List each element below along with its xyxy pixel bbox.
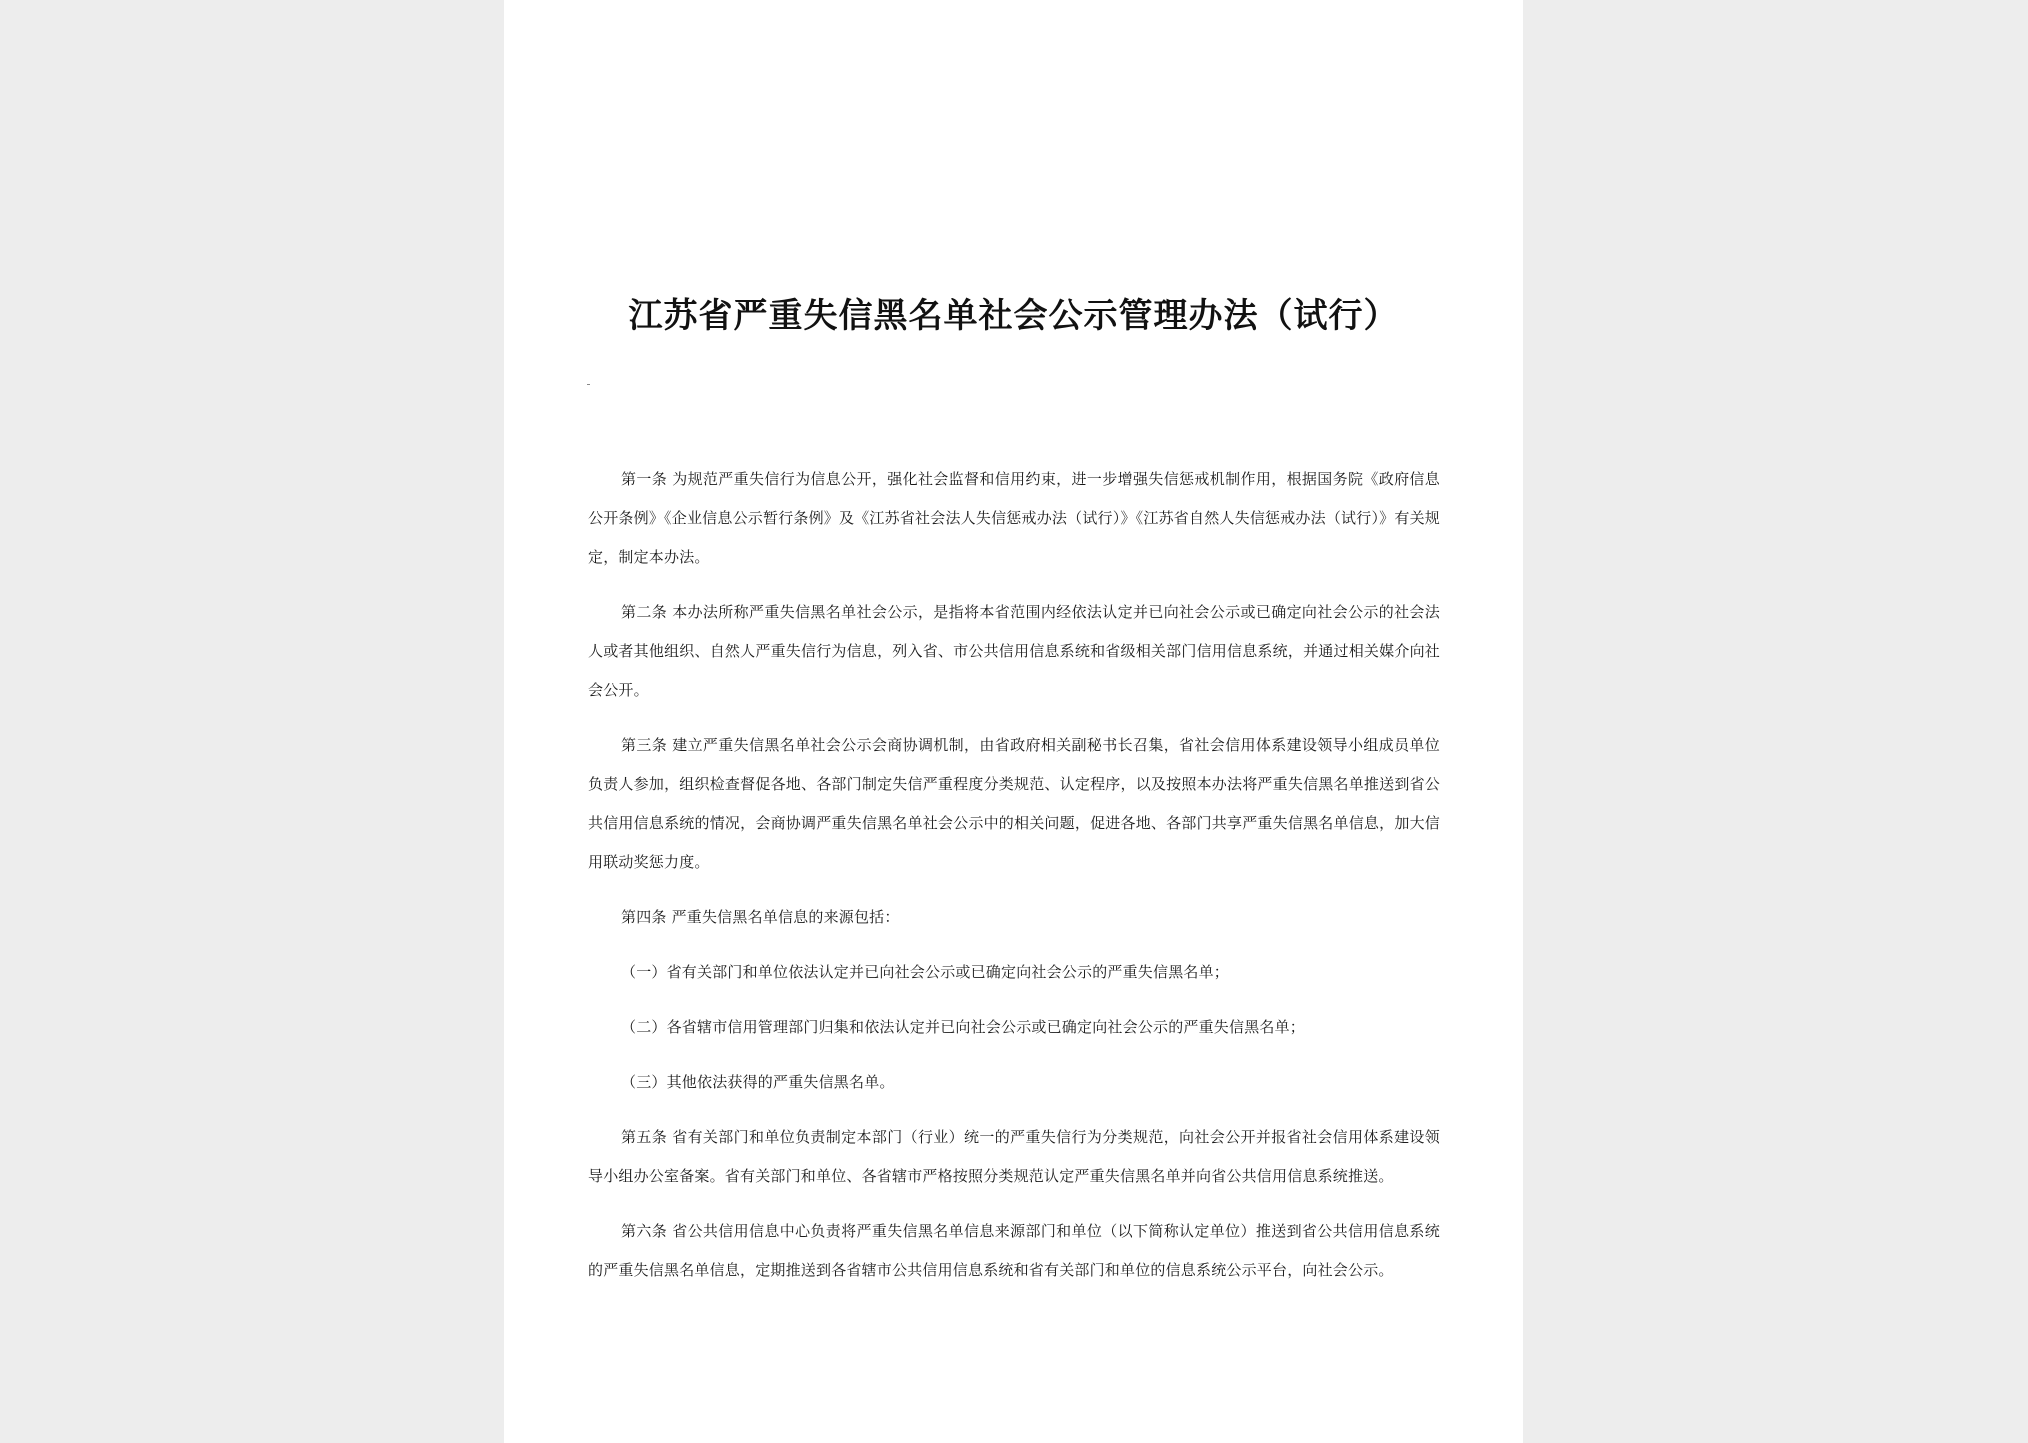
article-5-paragraph: 第五条 省有关部门和单位负责制定本部门（行业）统一的严重失信行为分类规范，向社会公开并报省社会信用体系建设领导小组办公室备案。省有关部门和单位、各省辖市严格按照分类规范认定严重失信黑名单并向省公共信用信息系统推送。 <box>588 1128 1440 1185</box>
document-page <box>504 0 1523 1443</box>
article-4-item-1: （一）省有关部门和单位依法认定并已向社会公示或已确定向社会公示的严重失信黑名单； <box>621 963 1230 981</box>
article-4-paragraph: 第四条 严重失信黑名单信息的来源包括： <box>621 908 900 926</box>
document-title: 江苏省严重失信黑名单社会公示管理办法（试行） <box>628 296 1399 336</box>
article-2-paragraph: 第二条 本办法所称严重失信黑名单社会公示，是指将本省范围内经依法认定并已向社会公示或已确定向社会公示的社会法人或者其他组织、自然人严重失信行为信息，列入省、市公共信用信息系统和省级相关部门信用信息系统，并通过相关媒介向社会公开。 <box>588 603 1440 699</box>
article-1-paragraph: 第一条 为规范严重失信行为信息公开，强化社会监督和信用约束，进一步增强失信惩戒机制作用，根据国务院《政府信息公开条例》《企业信息公示暂行条例》及《江苏省社会法人失信惩戒办法（试行）》《江苏省自然人失信惩戒办法（试行）》有关规定，制定本办法。 <box>588 470 1440 566</box>
article-3-paragraph: 第三条 建立严重失信黑名单社会公示会商协调机制，由省政府相关副秘书长召集，省社会信用体系建设领导小组成员单位负责人参加，组织检查督促各地、各部门制定失信严重程度分类规范、认定程序，以及按照本办法将严重失信黑名单推送到省公共信用信息系统的情况，会商协调严重失信黑名单社会公示中的相关问题，促进各地、各部门共享严重失信黑名单信息，加大信用联动奖惩力度。 <box>588 736 1440 871</box>
article-4-item-3: （三）其他依法获得的严重失信黑名单。 <box>621 1073 895 1091</box>
article-4-item-2: （二）各省辖市信用管理部门归集和依法认定并已向社会公示或已确定向社会公示的严重失信黑名单； <box>621 1018 1306 1036</box>
scan-speck <box>587 384 590 385</box>
document-body <box>588 460 1440 1306</box>
article-6-paragraph: 第六条 省公共信用信息中心负责将严重失信黑名单信息来源部门和单位（以下简称认定单位）推送到省公共信用信息系统的严重失信黑名单信息，定期推送到各省辖市公共信用信息系统和省有关部门和单位的信息系统公示平台，向社会公示。 <box>588 1222 1440 1279</box>
